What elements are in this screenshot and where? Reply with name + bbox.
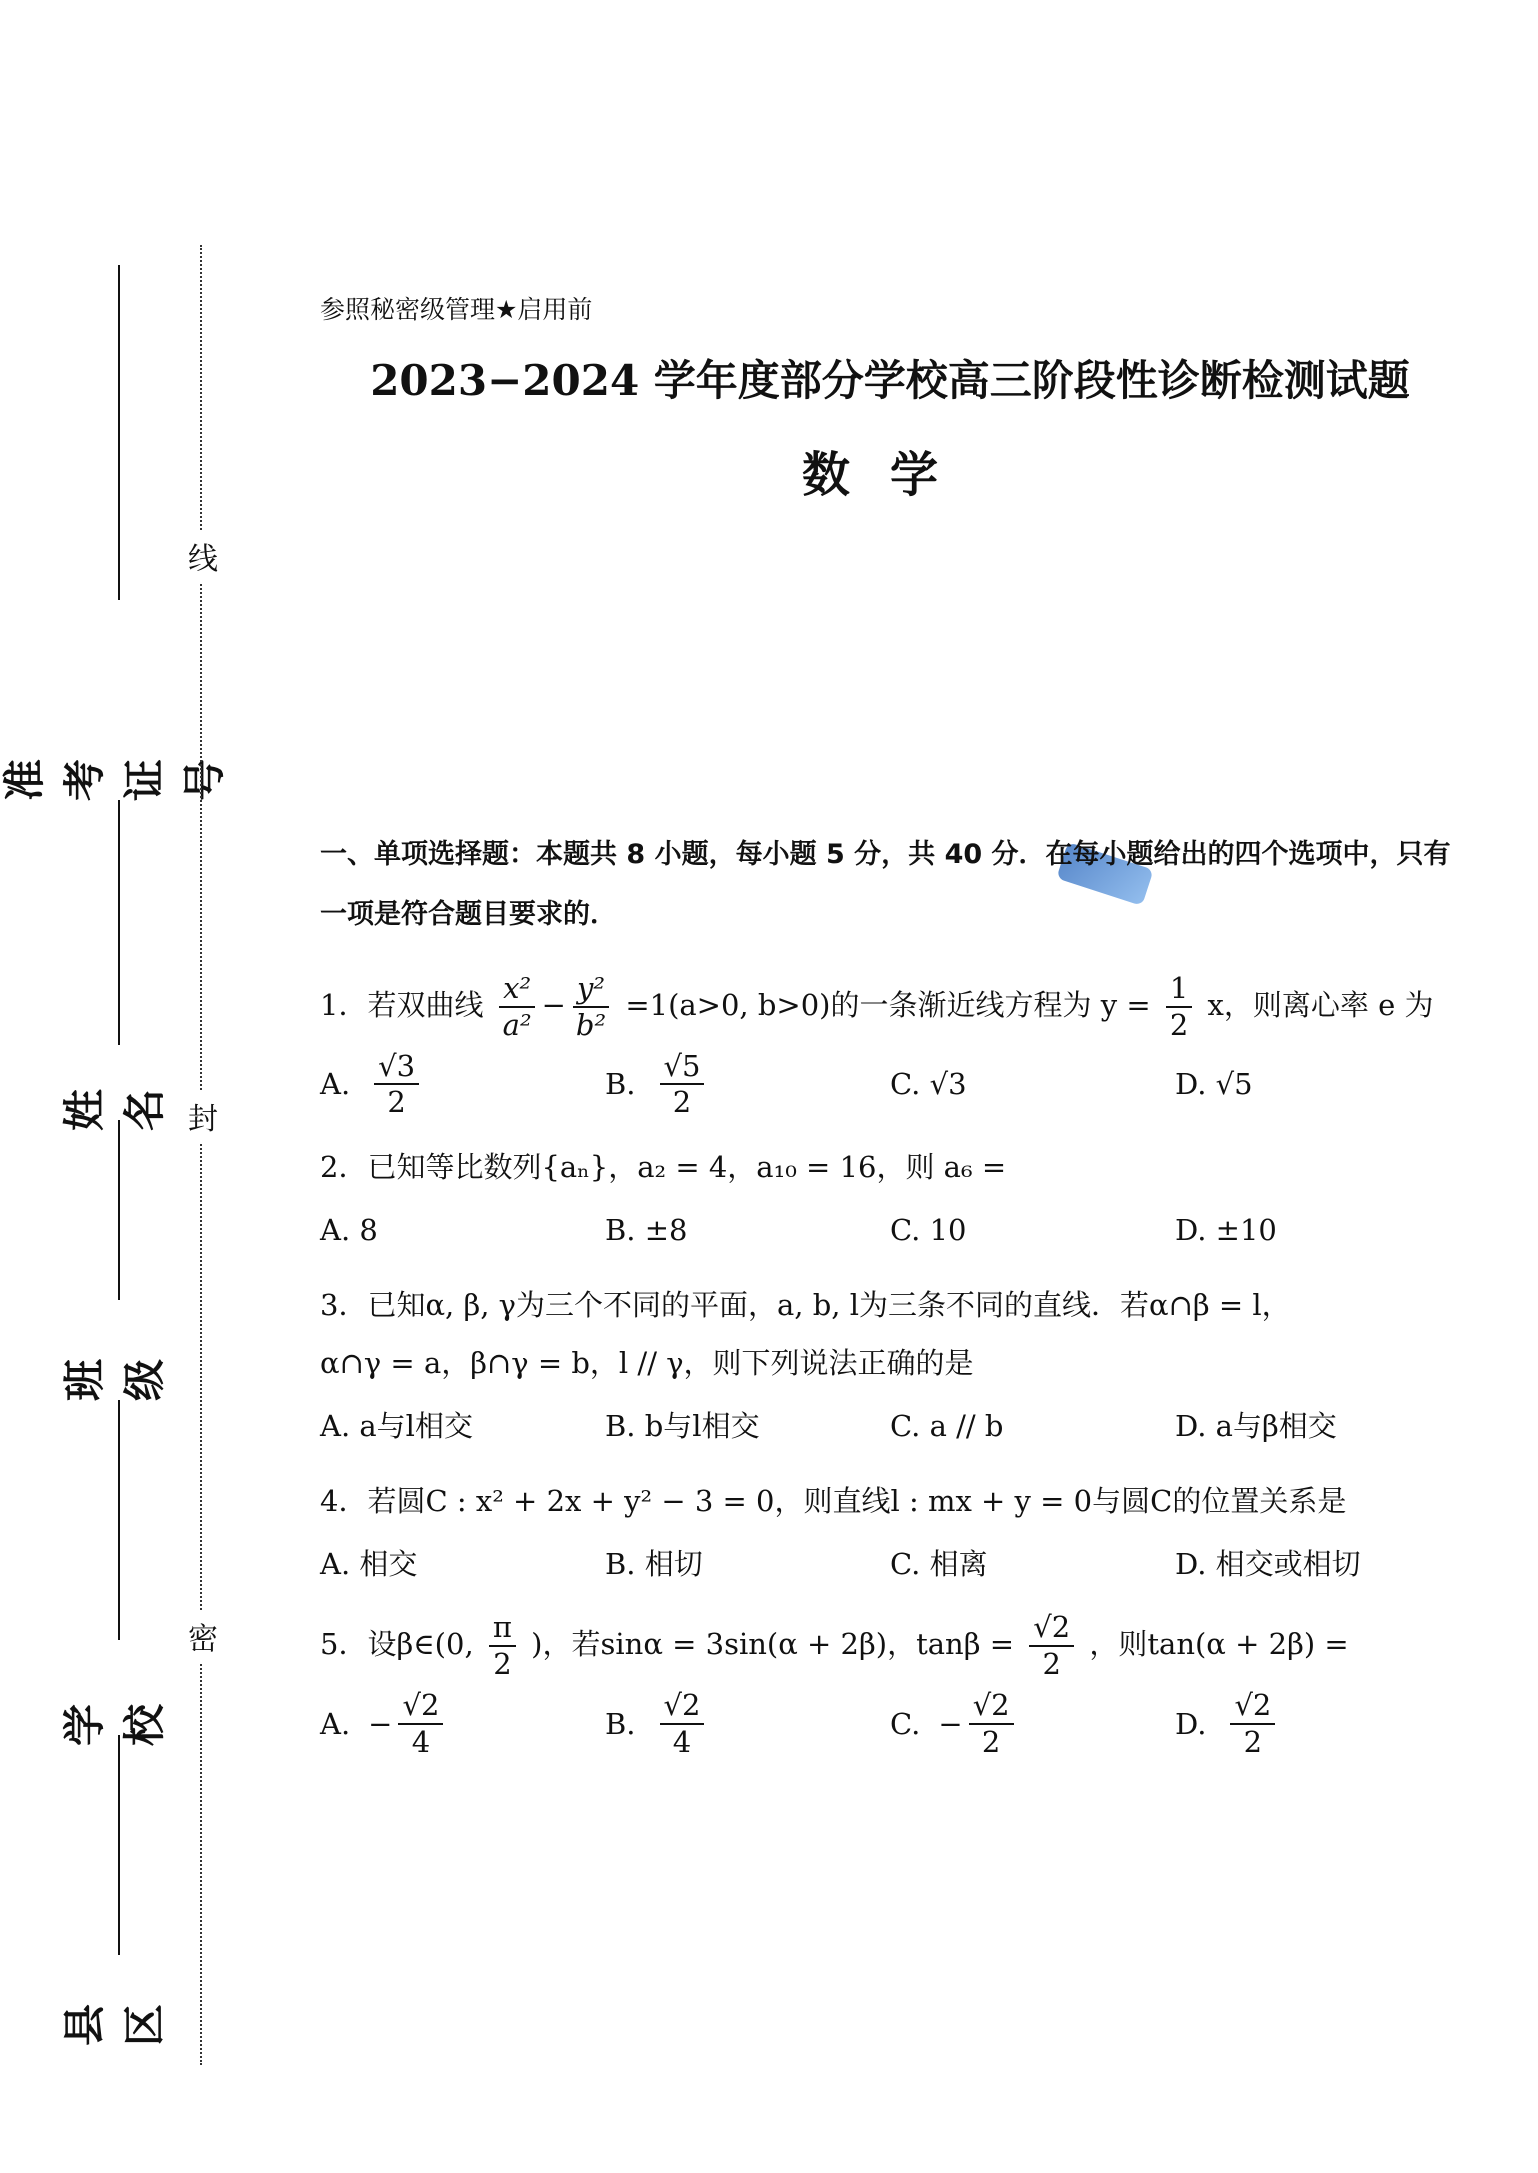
q4-options [320, 1536, 1460, 1592]
seal-word-line: 线 [188, 530, 218, 582]
q3-option-c[interactable]: C. a // b [890, 1409, 1004, 1444]
question-4: 4．若圆C : x² + 2x + y² − 3 = 0，则直线l : mx + y = 0与圆C的位置关系是 [320, 1484, 1347, 1519]
q1-text-a: 1．若双曲线 [320, 987, 484, 1022]
q1-frac-x: $\frac{\text{x²}}{\text{a²}}$ [499, 971, 536, 1043]
q5-text-a: 5．设β∈(0, [320, 1626, 474, 1661]
exam-sheet [320, 290, 1460, 1777]
subject-title: 数学 [801, 447, 978, 503]
q3-option-a[interactable]: A. a与l相交 [320, 1409, 473, 1444]
q3-options [320, 1398, 1460, 1454]
binding-margin [0, 0, 230, 2173]
seal-dotted-line [200, 245, 202, 2065]
q2-option-b[interactable]: B. ±8 [605, 1213, 688, 1248]
question-3-line-1: 3．已知α, β, γ为三个不同的平面，a, b, l为三条不同的直线．若α∩β = l， [320, 1288, 1291, 1323]
q5-option-b[interactable]: B. $\frac{√2}{4}$ [605, 1688, 890, 1760]
q5-text-c: ，则tan(α + 2β) = [1089, 1626, 1349, 1661]
q1-option-c[interactable]: C. √3 [890, 1067, 967, 1102]
q2-options [320, 1202, 1460, 1258]
q1-option-d[interactable]: D. √5 [1175, 1067, 1253, 1102]
exam-title: 2023−2024 学年度部分学校高三阶段性诊断检测试题 [370, 356, 1410, 405]
q1-text-b: =1(a>0, b>0)的一条渐近线方程为 y = [625, 987, 1151, 1022]
label-school: 学校 [60, 1704, 169, 1747]
question-2: 2．已知等比数列{aₙ}，a₂ = 4，a₁₀ = 16，则 a₆ = [320, 1150, 1007, 1185]
q1-text-c: x，则离心率 e 为 [1207, 987, 1434, 1022]
q1-option-a[interactable]: A. $\frac{√3}{2}$ [320, 1049, 605, 1121]
q1-options [320, 1049, 1460, 1121]
question-1: 1．若双曲线 $\frac{\text{x²}}{\text{a²}}$ − $\frac{\text{y²}}{\text{b²}}$ =1(a>0, b>0)的一条渐近线方程为 y = $\frac{1}{2}$ x，则离心率 e 为 [320, 971, 1434, 1042]
binding-blank-line [118, 800, 120, 1045]
q1-frac-half: $\frac{1}{2}$ [1166, 971, 1192, 1043]
q4-option-b[interactable]: B. 相切 [605, 1547, 703, 1582]
q5-frac-pi: $\frac{\pi}{2}$ [489, 1610, 516, 1682]
q1-frac-y: $\frac{\text{y²}}{\text{b²}}$ [572, 971, 610, 1043]
binding-blank-line [118, 1735, 120, 1955]
label-exam-id: 准考证号 [0, 759, 229, 802]
q4-option-a[interactable]: A. 相交 [320, 1547, 418, 1582]
secret-notice: 参照秘密级管理★启用前 [320, 295, 593, 324]
q4-option-d[interactable]: D. 相交或相切 [1175, 1547, 1361, 1582]
q4-option-c[interactable]: C. 相离 [890, 1547, 988, 1582]
seal-word-secret: 密 [188, 1610, 218, 1662]
label-class: 班级 [60, 1359, 169, 1402]
q2-option-c[interactable]: C. 10 [890, 1213, 967, 1248]
q5-frac-tan: $\frac{√2}{2}$ [1029, 1610, 1074, 1682]
seal-word-seal: 封 [188, 1090, 218, 1142]
q5-options [320, 1688, 1460, 1760]
q5-option-c[interactable]: C. − $\frac{√2}{2}$ [890, 1688, 1175, 1760]
binding-blank-line [118, 265, 120, 600]
question-3-line-2: α∩γ = a，β∩γ = b，l // γ，则下列说法正确的是 [320, 1346, 974, 1381]
label-name: 姓名 [60, 1089, 169, 1132]
q3-option-d[interactable]: D. a与β相交 [1175, 1409, 1337, 1444]
q3-option-b[interactable]: B. b与l相交 [605, 1409, 760, 1444]
question-5 [320, 1610, 1460, 1682]
q1-option-b[interactable]: B. $\frac{√5}{2}$ [605, 1049, 890, 1121]
q5-text-b: )，若sinα = 3sin(α + 2β)，tanβ = [531, 1626, 1014, 1661]
q5-option-d[interactable]: D. $\frac{√2}{2}$ [1175, 1688, 1460, 1760]
section-heading: 一、单项选择题：本题共 8 小题，每小题 5 分，共 40 分．在每小题给出的四个选项中，只有一项是符合题目要求的． [320, 839, 1451, 930]
q2-option-d[interactable]: D. ±10 [1175, 1213, 1277, 1248]
label-district: 县区 [60, 2004, 169, 2047]
binding-blank-line [118, 1120, 120, 1300]
q2-option-a[interactable]: A. 8 [320, 1213, 378, 1248]
binding-blank-line [118, 1400, 120, 1640]
q5-option-a[interactable]: A. − $\frac{√2}{4}$ [320, 1688, 605, 1760]
